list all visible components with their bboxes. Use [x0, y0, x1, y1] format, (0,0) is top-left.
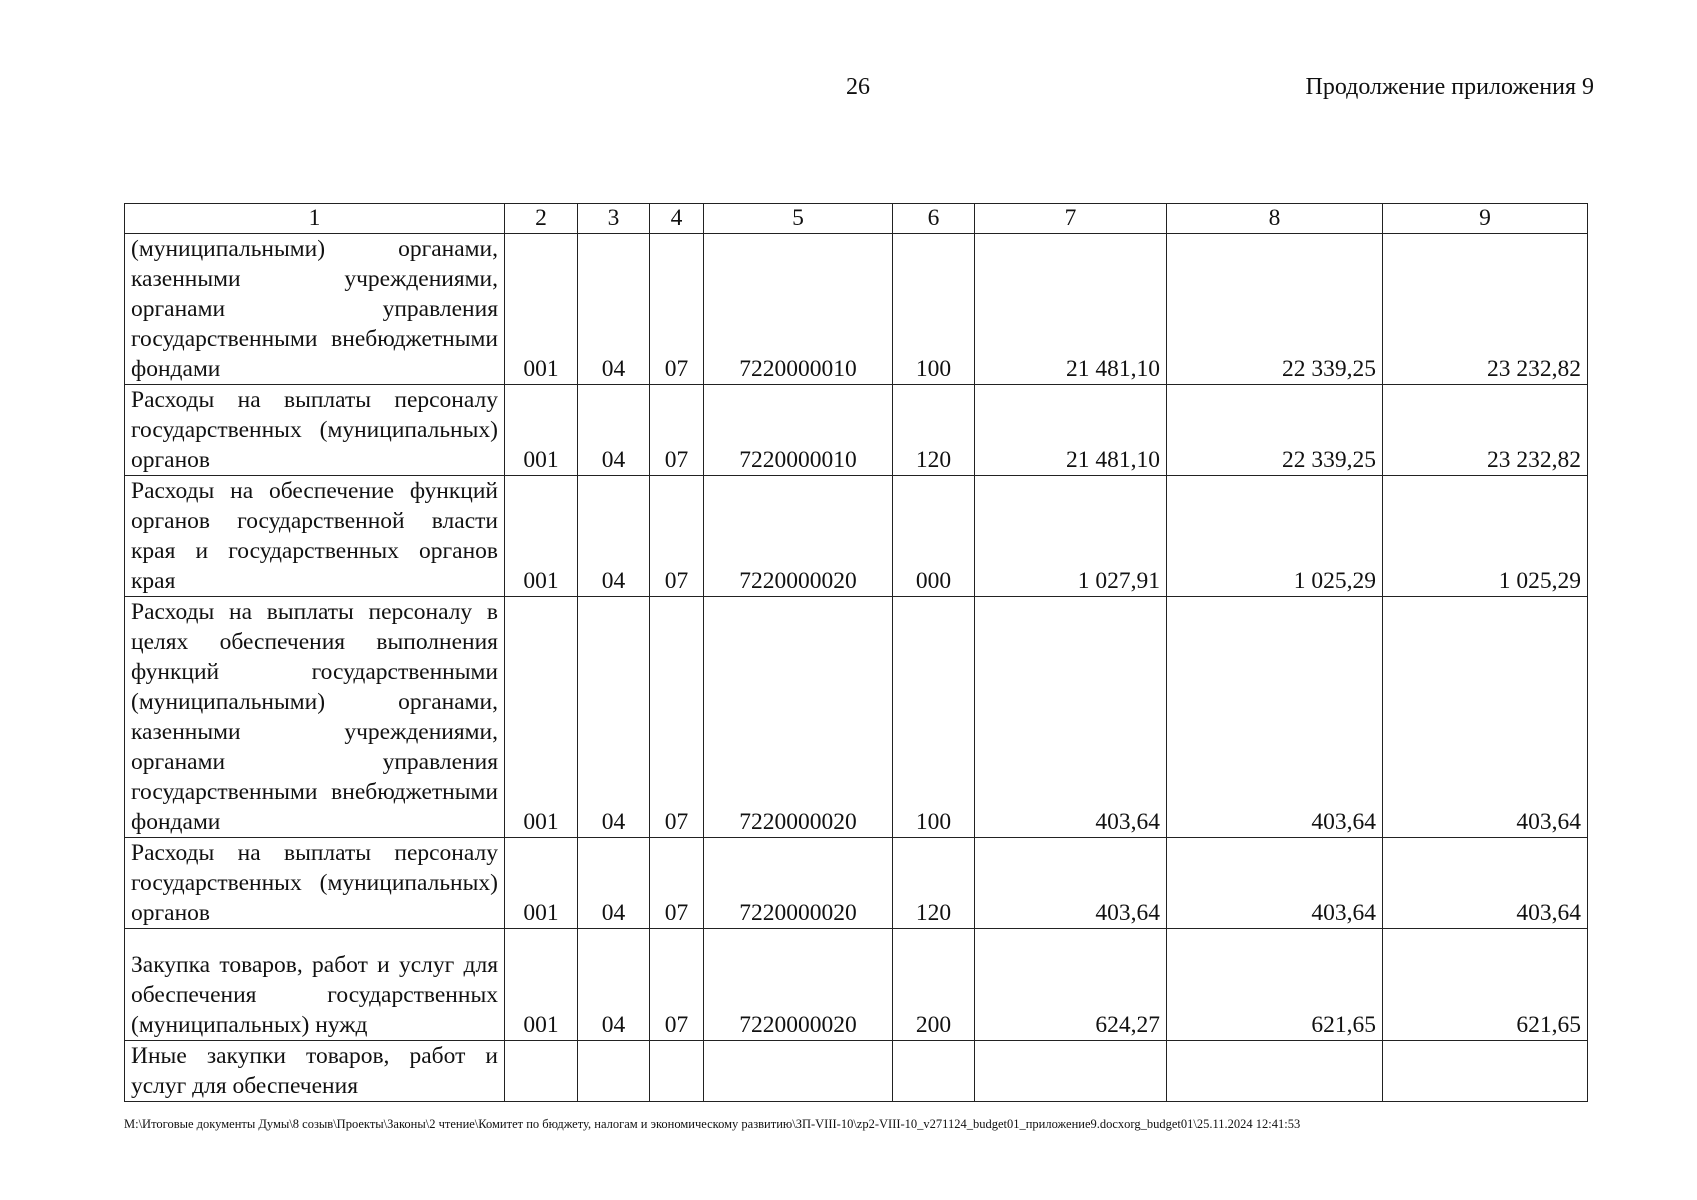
cell-code-2: 001 — [505, 385, 578, 476]
cell-amount-7: 403,64 — [975, 597, 1167, 838]
column-number: 8 — [1167, 204, 1383, 234]
cell-code-2 — [505, 1041, 578, 1102]
table-row — [125, 385, 1588, 476]
table-row — [125, 1041, 1588, 1102]
cell-code-5: 7220000020 — [704, 838, 893, 929]
row-name: Закупка товаров, работ и услуг для обеспечения государственных (муниципальных) нужд — [125, 929, 505, 1041]
cell-code-6: 120 — [893, 385, 975, 476]
cell-amount-7 — [975, 1041, 1167, 1102]
column-number: 9 — [1383, 204, 1588, 234]
column-number-row — [125, 204, 1588, 234]
cell-code-6: 200 — [893, 929, 975, 1041]
cell-code-3: 04 — [578, 476, 650, 597]
cell-code-4: 07 — [650, 234, 704, 385]
cell-amount-8: 403,64 — [1167, 838, 1383, 929]
cell-amount-9: 23 232,82 — [1383, 385, 1588, 476]
cell-code-3: 04 — [578, 929, 650, 1041]
column-number: 4 — [650, 204, 704, 234]
cell-code-5: 7220000020 — [704, 929, 893, 1041]
cell-code-6: 100 — [893, 234, 975, 385]
cell-code-3 — [578, 1041, 650, 1102]
cell-amount-8: 621,65 — [1167, 929, 1383, 1041]
cell-amount-8: 403,64 — [1167, 597, 1383, 838]
page-number: 26 — [846, 74, 870, 100]
row-name: Иные закупки товаров, работ и услуг для обеспечения — [125, 1041, 505, 1102]
cell-code-4: 07 — [650, 385, 704, 476]
cell-amount-9: 621,65 — [1383, 929, 1588, 1041]
table-row — [125, 234, 1588, 385]
cell-code-5 — [704, 1041, 893, 1102]
table-row — [125, 597, 1588, 838]
row-name: Расходы на выплаты персоналу государственных (муниципальных) органов — [125, 385, 505, 476]
cell-code-2: 001 — [505, 476, 578, 597]
cell-code-5: 7220000010 — [704, 385, 893, 476]
cell-amount-7: 21 481,10 — [975, 385, 1167, 476]
cell-code-4: 07 — [650, 838, 704, 929]
cell-amount-7: 624,27 — [975, 929, 1167, 1041]
cell-code-4 — [650, 1041, 704, 1102]
cell-amount-9: 23 232,82 — [1383, 234, 1588, 385]
cell-amount-8: 22 339,25 — [1167, 234, 1383, 385]
column-number: 2 — [505, 204, 578, 234]
cell-code-4: 07 — [650, 597, 704, 838]
cell-code-3: 04 — [578, 838, 650, 929]
row-name: Расходы на выплаты персоналу в целях обеспечения выполнения функций государственными (муниципальными) органами, казенными учреждениями, органами управления государственными внебюджетными фондами — [125, 597, 505, 838]
cell-code-2: 001 — [505, 838, 578, 929]
budget-table — [124, 203, 1588, 1102]
cell-code-6: 000 — [893, 476, 975, 597]
cell-amount-7: 21 481,10 — [975, 234, 1167, 385]
table-row — [125, 929, 1588, 1041]
cell-amount-9 — [1383, 1041, 1588, 1102]
cell-code-6: 100 — [893, 597, 975, 838]
cell-code-5: 7220000020 — [704, 597, 893, 838]
column-number: 5 — [704, 204, 893, 234]
column-number: 6 — [893, 204, 975, 234]
cell-amount-9: 1 025,29 — [1383, 476, 1588, 597]
column-number: 3 — [578, 204, 650, 234]
cell-amount-9: 403,64 — [1383, 597, 1588, 838]
row-name: (муниципальными) органами, казенными учреждениями, органами управления государственными внебюджетными фондами — [125, 234, 505, 385]
continuation-title: Продолжение приложения 9 — [1305, 74, 1594, 100]
cell-code-3: 04 — [578, 234, 650, 385]
table-row — [125, 476, 1588, 597]
cell-amount-8 — [1167, 1041, 1383, 1102]
cell-amount-7: 1 027,91 — [975, 476, 1167, 597]
cell-code-5: 7220000020 — [704, 476, 893, 597]
cell-amount-8: 22 339,25 — [1167, 385, 1383, 476]
column-number: 7 — [975, 204, 1167, 234]
cell-code-6: 120 — [893, 838, 975, 929]
cell-amount-8: 1 025,29 — [1167, 476, 1383, 597]
cell-code-2: 001 — [505, 929, 578, 1041]
table-row — [125, 838, 1588, 929]
cell-code-4: 07 — [650, 476, 704, 597]
cell-code-3: 04 — [578, 385, 650, 476]
file-path-footer: M:\Итоговые документы Думы\8 созыв\Проекты\Законы\2 чтение\Комитет по бюджету, налогам и экономическому развитию\ЗП-VIII-10\zp2-VIII-10_v271124_budget01_приложение9.docxorg_budget01\25.11.2024 12:41:53 — [124, 1117, 1301, 1131]
cell-code-3: 04 — [578, 597, 650, 838]
cell-amount-9: 403,64 — [1383, 838, 1588, 929]
cell-code-5: 7220000010 — [704, 234, 893, 385]
cell-code-2: 001 — [505, 597, 578, 838]
cell-code-2: 001 — [505, 234, 578, 385]
column-number: 1 — [125, 204, 505, 234]
cell-code-6 — [893, 1041, 975, 1102]
row-name: Расходы на выплаты персоналу государственных (муниципальных) органов — [125, 838, 505, 929]
cell-code-4: 07 — [650, 929, 704, 1041]
row-name: Расходы на обеспечение функций органов государственной власти края и государственных органов края — [125, 476, 505, 597]
cell-amount-7: 403,64 — [975, 838, 1167, 929]
